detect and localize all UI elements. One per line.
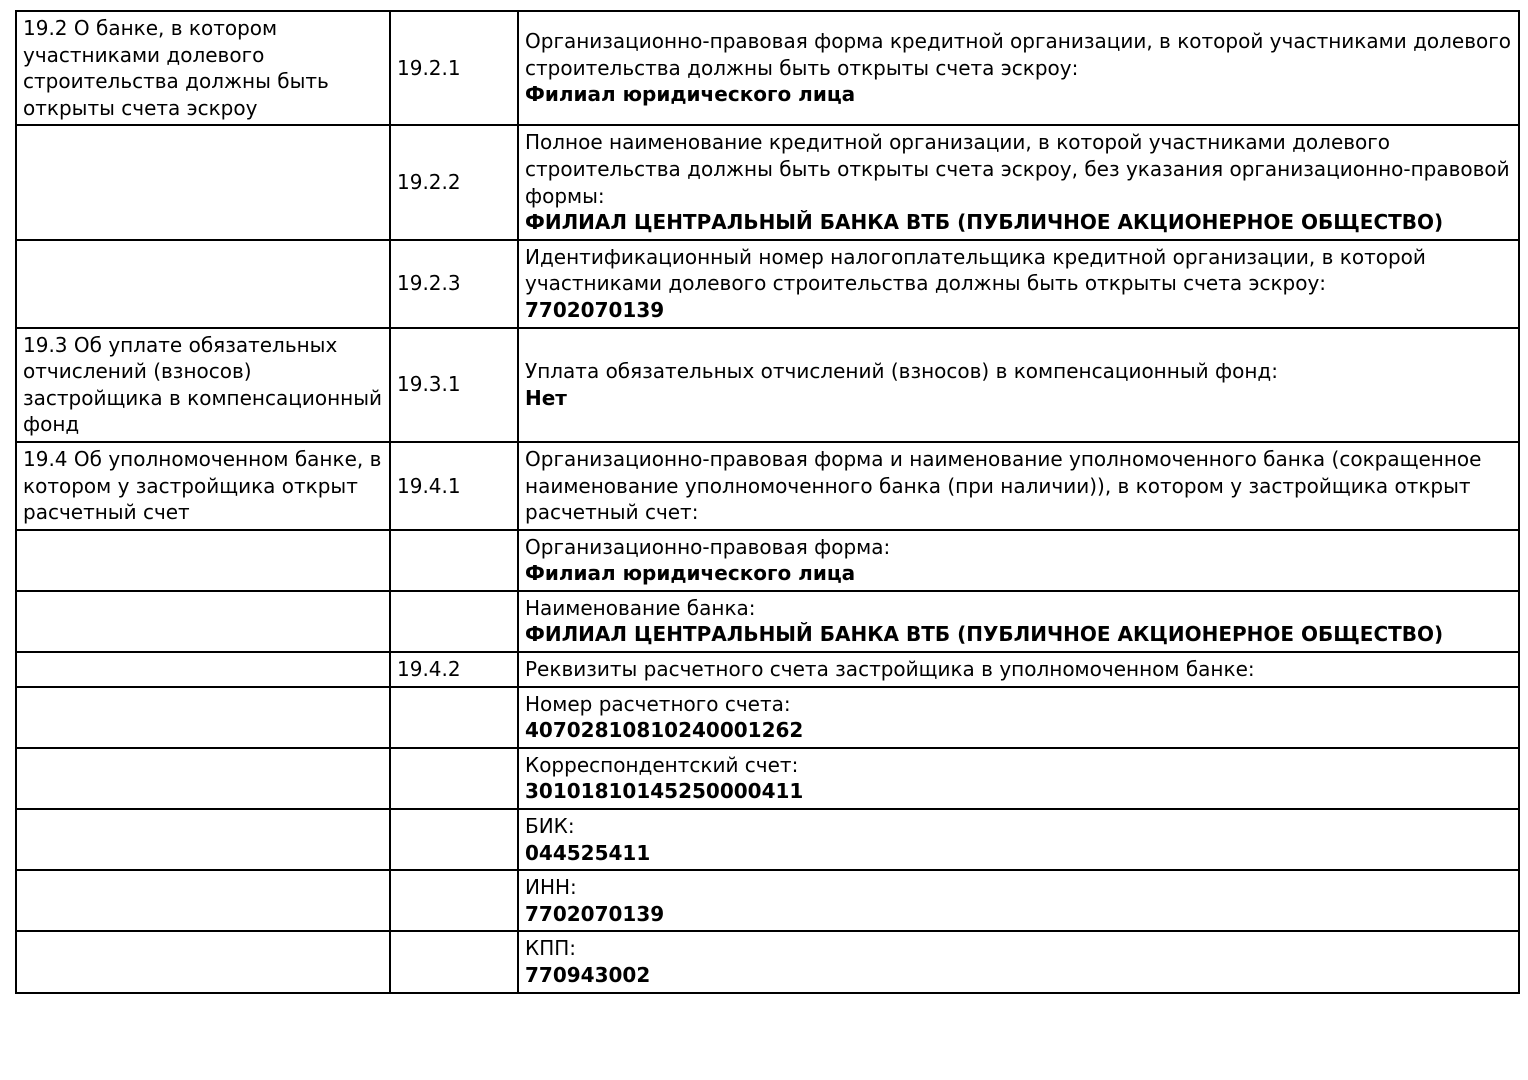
section-cell bbox=[16, 870, 390, 931]
number-cell bbox=[390, 870, 518, 931]
section-title: 19.4 Об уполномоченном банке, в котором у застройщика открыт расчетный счет bbox=[23, 446, 382, 525]
table-row bbox=[16, 11, 1519, 125]
number-cell bbox=[390, 591, 518, 652]
section-cell bbox=[16, 809, 390, 870]
field-value: Филиал юридического лица bbox=[525, 561, 856, 586]
section-cell bbox=[16, 652, 390, 687]
field-label: Уплата обязательных отчислений (взносов) в компенсационный фонд: bbox=[525, 359, 1278, 384]
field-label: Реквизиты расчетного счета застройщика в уполномоченном банке: bbox=[525, 657, 1255, 682]
content-cell bbox=[518, 240, 1519, 328]
field-value: 044525411 bbox=[525, 840, 651, 865]
number-cell bbox=[390, 809, 518, 870]
content-cell bbox=[518, 442, 1519, 530]
table-row bbox=[16, 328, 1519, 442]
table-row bbox=[16, 591, 1519, 652]
section-cell bbox=[16, 530, 390, 591]
section-cell bbox=[16, 748, 390, 809]
table-row bbox=[16, 442, 1519, 530]
item-number: 19.4.1 bbox=[397, 473, 461, 498]
content-cell bbox=[518, 652, 1519, 687]
number-cell bbox=[390, 125, 518, 239]
table-row bbox=[16, 931, 1519, 992]
field-value: 7702070139 bbox=[525, 297, 665, 322]
field-label: Организационно-правовая форма и наименование уполномоченного банка (сокращенное наименование уполномоченного банка (при наличии)), в котором у застройщика открыт расчетный счет: bbox=[525, 446, 1482, 525]
content-cell bbox=[518, 125, 1519, 239]
table-row bbox=[16, 809, 1519, 870]
field-label: Организационно-правовая форма: bbox=[525, 534, 891, 559]
table-row bbox=[16, 687, 1519, 748]
number-cell bbox=[390, 652, 518, 687]
table-row bbox=[16, 125, 1519, 239]
field-value: 7702070139 bbox=[525, 901, 665, 926]
field-label: Наименование банка: bbox=[525, 595, 756, 620]
content-cell bbox=[518, 328, 1519, 442]
content-cell bbox=[518, 748, 1519, 809]
section-cell bbox=[16, 687, 390, 748]
number-cell bbox=[390, 748, 518, 809]
item-number: 19.2.2 bbox=[397, 170, 461, 195]
field-label: Полное наименование кредитной организации, в которой участниками долевого строительства должны быть открыты счета эскроу, без указания организационно-правовой формы: bbox=[525, 130, 1510, 208]
section-title: 19.3 Об уплате обязательных отчислений (взносов) застройщика в компенсационный фонд bbox=[23, 332, 383, 437]
content-cell bbox=[518, 591, 1519, 652]
table-row bbox=[16, 870, 1519, 931]
field-label: КПП: bbox=[525, 936, 577, 961]
table-row bbox=[16, 530, 1519, 591]
field-label: Идентификационный номер налогоплательщика кредитной организации, в которой участниками долевого строительства должны быть открыты счета эскроу: bbox=[525, 244, 1426, 296]
number-cell bbox=[390, 931, 518, 992]
item-number: 19.4.2 bbox=[397, 657, 461, 682]
field-value: 40702810810240001262 bbox=[525, 718, 804, 743]
field-value: 770943002 bbox=[525, 963, 651, 987]
number-cell bbox=[390, 687, 518, 748]
number-cell bbox=[390, 240, 518, 328]
content-cell bbox=[518, 530, 1519, 591]
field-label: БИК: bbox=[525, 814, 575, 839]
section-cell bbox=[16, 125, 390, 239]
field-label: Корреспондентский счет: bbox=[525, 752, 799, 777]
section-cell bbox=[16, 11, 390, 125]
declaration-table bbox=[15, 10, 1520, 994]
number-cell bbox=[390, 530, 518, 591]
section-cell bbox=[16, 328, 390, 442]
table-row bbox=[16, 748, 1519, 809]
section-cell bbox=[16, 442, 390, 530]
section-cell bbox=[16, 240, 390, 328]
section-cell bbox=[16, 931, 390, 992]
number-cell bbox=[390, 11, 518, 125]
item-number: 19.3.1 bbox=[397, 372, 461, 397]
table-row bbox=[16, 240, 1519, 328]
item-number: 19.2.1 bbox=[397, 55, 461, 80]
declaration-table-body bbox=[16, 11, 1519, 993]
number-cell bbox=[390, 442, 518, 530]
content-cell bbox=[518, 687, 1519, 748]
field-value: Нет bbox=[525, 385, 567, 410]
item-number: 19.2.3 bbox=[397, 271, 461, 296]
content-cell bbox=[518, 870, 1519, 931]
number-cell bbox=[390, 328, 518, 442]
field-value: ФИЛИАЛ ЦЕНТРАЛЬНЫЙ БАНКА ВТБ (ПУБЛИЧНОЕ АКЦИОНЕРНОЕ ОБЩЕСТВО) bbox=[525, 210, 1444, 235]
field-label: Организационно-правовая форма кредитной организации, в которой участниками долевого строительства должны быть открыты счета эскроу: bbox=[525, 29, 1512, 80]
content-cell bbox=[518, 931, 1519, 992]
table-row bbox=[16, 652, 1519, 687]
field-label: Номер расчетного счета: bbox=[525, 691, 791, 716]
content-cell bbox=[518, 11, 1519, 125]
field-value: Филиал юридического лица bbox=[525, 82, 856, 107]
field-value: ФИЛИАЛ ЦЕНТРАЛЬНЫЙ БАНКА ВТБ (ПУБЛИЧНОЕ АКЦИОНЕРНОЕ ОБЩЕСТВО) bbox=[525, 622, 1444, 647]
field-label: ИНН: bbox=[525, 875, 577, 900]
content-cell bbox=[518, 809, 1519, 870]
section-title: 19.2 О банке, в котором участниками долевого строительства должны быть открыты счета эскроу bbox=[23, 16, 329, 120]
section-cell bbox=[16, 591, 390, 652]
field-value: 30101810145250000411 bbox=[525, 779, 804, 804]
